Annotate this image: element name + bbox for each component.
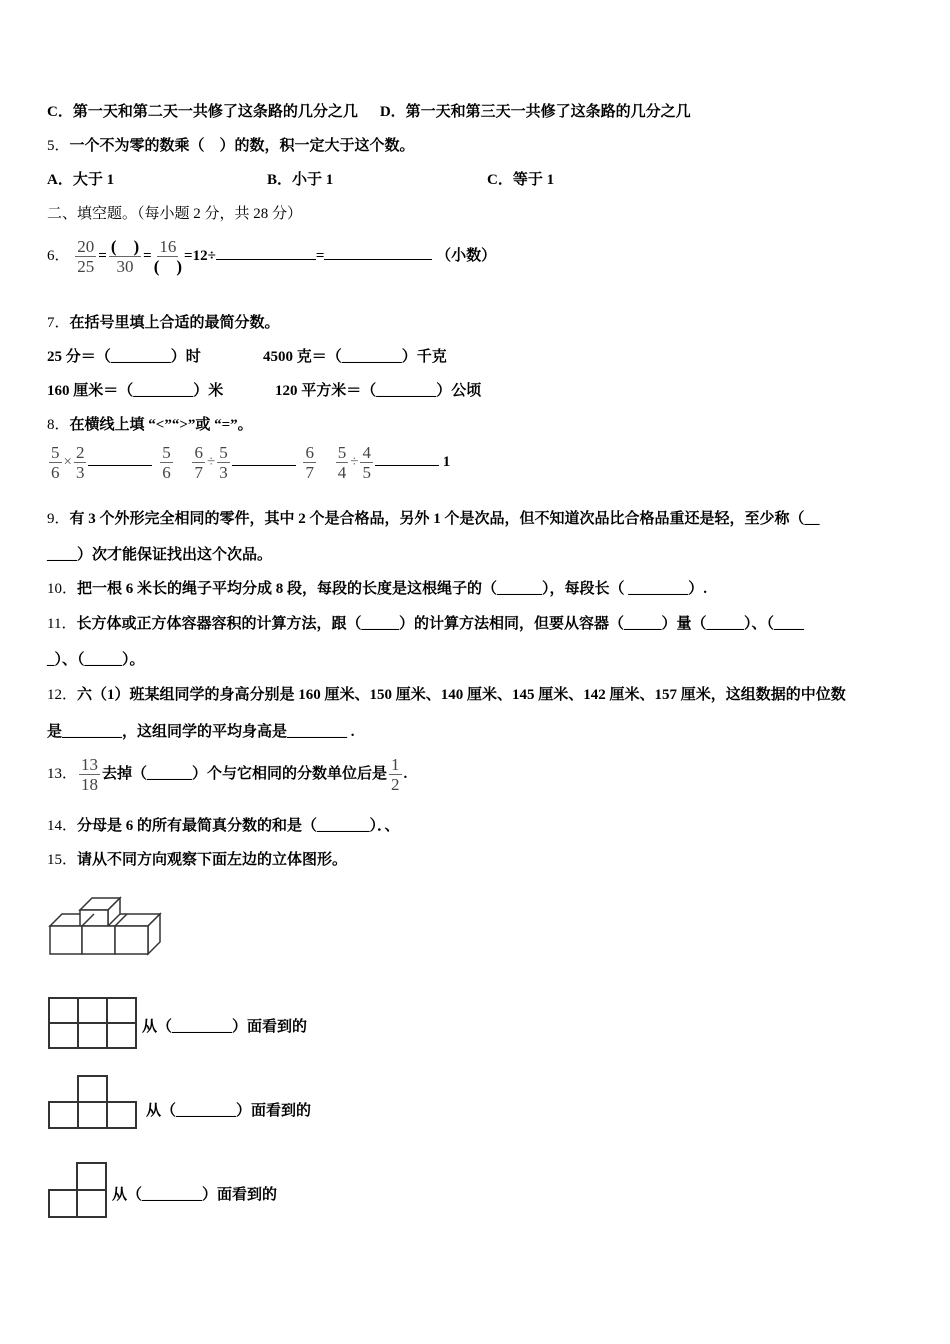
- q6: 6． $\frac{20}{25}$ = ( ) 30 = 16 ( ) =12÷ = （小数）: [47, 237, 497, 277]
- q13: 13． $\frac{13}{18}$ 去掉（______）个与它相同的分数单位后是 $\frac{1}{2}$ .: [47, 755, 408, 795]
- compare-blank[interactable]: [88, 451, 152, 466]
- q10: 10．把一根 6 米长的绳子平均分成 8 段，每段的长度是这根绳子的（______），每段长（ ________）.: [47, 581, 708, 597]
- q9: 9．有 3 个外形完全相同的零件，其中 2 个是合格品，另外 1 个是次品，但不知道次品比合格品重还是轻，至少称（__: [47, 511, 820, 527]
- view-3-label: 从（________）面看到的: [112, 1187, 278, 1203]
- view-2-grid: [47, 1074, 139, 1130]
- q-num: 6．: [47, 248, 70, 264]
- compare-blank[interactable]: [375, 451, 439, 466]
- q8-items: $\frac{5}{6}$ × $\frac{2}{3}$ $\frac{5}{6}$ $\frac{6}{7}$ ÷ $\frac{5}{3}$ $\frac{6}{7}$ $\frac{5}{4}$ ÷ $\frac{4}{5}$ 1: [51, 443, 451, 483]
- fraction: $\frac{20}{25}$: [77, 237, 95, 277]
- option-b: B．小于 1: [267, 172, 334, 188]
- view-1-grid: [47, 996, 139, 1050]
- view-3-grid: [47, 1161, 109, 1219]
- q9-line2: ____）次才能保证找出这个次品。: [47, 547, 273, 563]
- fraction: 16 ( ): [153, 237, 183, 277]
- q15: 15．请从不同方向观察下面左边的立体图形。: [47, 852, 348, 868]
- q12-line2: 是________，这组同学的平均身高是________ .: [47, 724, 355, 740]
- option-a: A．大于 1: [47, 172, 115, 188]
- q5: [47, 136, 415, 156]
- q11: 11．长方体或正方体容器容积的计算方法，跟（_____）的计算方法相同，但要从容器（_____）量（_____）、（____: [47, 616, 804, 632]
- q4-options: [47, 102, 691, 122]
- q7-row2: 160 厘米＝（________）米 120 平方米＝（________）公顷: [47, 383, 482, 399]
- compare-blank[interactable]: [232, 451, 296, 466]
- option-d: D．第一天和第三天一共修了这条路的几分之几: [379, 104, 691, 120]
- q7-row1: 25 分＝（________）时 4500 克＝（________）千克: [47, 349, 447, 365]
- option-c: C．等于 1: [487, 172, 555, 188]
- q14: 14．分母是 6 的所有最简真分数的和是（_______）．、: [47, 818, 400, 834]
- 3d-cube-figure: [46, 886, 164, 956]
- q7: 7．在括号里填上合适的最简分数。: [47, 315, 280, 331]
- section-heading: 二、填空题。（每小题 2 分，共 28 分）: [47, 206, 303, 222]
- q-num: 5．: [47, 138, 70, 154]
- answer-blank[interactable]: [216, 245, 316, 260]
- q8: 8．在横线上填 “<”“>”或 “=”。: [47, 417, 253, 433]
- q5-text: 一个不为零的数乘（ ）的数，积一定大于这个数。: [69, 138, 415, 154]
- answer-blank[interactable]: [324, 245, 432, 260]
- q11-line2: _）、（_____）。: [47, 652, 145, 668]
- view-1-label: 从（________）面看到的: [142, 1019, 308, 1035]
- q5-options: [47, 170, 555, 190]
- fraction: ( ) 30: [110, 237, 140, 277]
- view-2-label: 从（________）面看到的: [146, 1103, 312, 1119]
- option-c: C．第一天和第二天一共修了这条路的几分之几: [47, 104, 358, 120]
- q12: 12．六（1）班某组同学的身高分别是 160 厘米、150 厘米、140 厘米、145 厘米、142 厘米、157 厘米，这组数据的中位数: [47, 687, 846, 703]
